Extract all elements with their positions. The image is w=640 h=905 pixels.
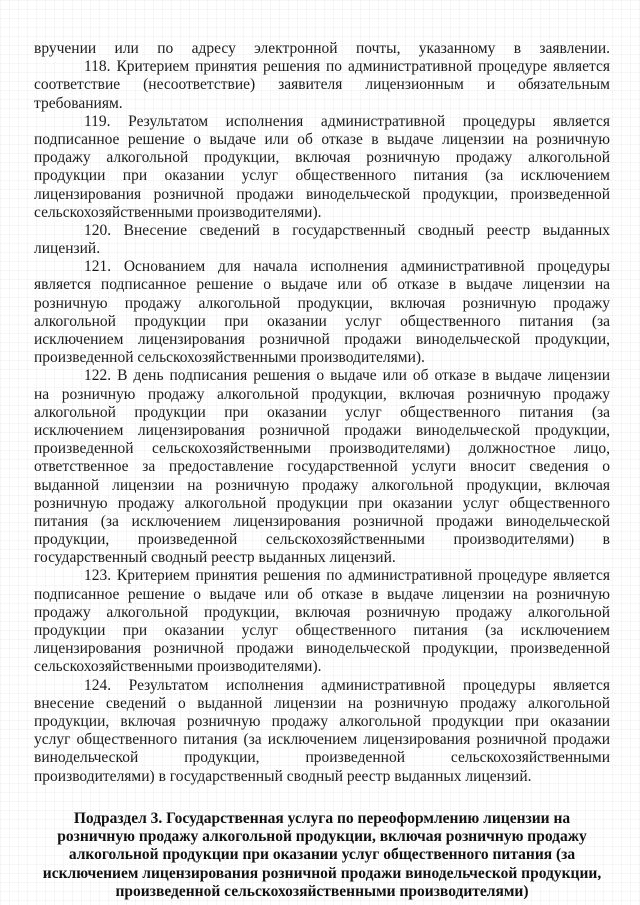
text-line: произведенной сельскохозяйственными производителями) должностное лицо, [34, 440, 610, 458]
heading-line: алкогольной продукции при оказании услуг общественного питания (за [68, 846, 576, 864]
text-line: розничную продажу алкогольной продукции, включая розничную продажу [34, 294, 610, 312]
paragraph-122-line: 122. В день подписания решения о выдаче или об отказе в выдаче лицензии [84, 367, 610, 385]
text-line: сельскохозяйственными производителями). [34, 658, 322, 676]
text-line: государственный сводный реестр выданных лицензий. [34, 549, 396, 567]
subsection-heading [34, 810, 610, 901]
text-line: на розничную продажу алкогольной продукции, включая розничную продажу [34, 385, 610, 403]
paragraph-121-line: 121. Основанием для начала исполнения административной процедуры [84, 258, 610, 276]
text-line: продукции, произведенной сельскохозяйственными производителями) в [34, 531, 610, 549]
text-line: винодельческой продукции, произведенной сельскохозяйственными [34, 749, 610, 767]
text-line: вручении или по адресу электронной почты, указанному в заявлении. [34, 40, 610, 57]
body-text [34, 40, 610, 786]
text-line: произведенной сельскохозяйственными производителями). [34, 349, 425, 367]
text-line: лицензий. [34, 240, 101, 258]
paragraph-124-line: 124. Результатом исполнения административной процедуры является [84, 676, 610, 694]
text-line: продажу алкогольной продукции, включая розничную продажу алкогольной [34, 603, 610, 621]
paragraph-120-line: 120. Внесение сведений в государственный сводный реестр выданных [84, 221, 610, 239]
text-line: исключением лицензирования розничной продажи винодельческой продукции, [34, 331, 610, 348]
text-line: выданной лицензии на розничную продажу алкогольной продукции, включая [34, 476, 610, 494]
text-line: является подписанное решение о выдаче или об отказе в выдаче лицензии на [34, 276, 610, 294]
heading-line: исключением лицензирования розничной продажи винодельческой продукции, [42, 864, 602, 882]
text-line: розничную продажу алкогольной продукции при оказании услуг общественного [34, 494, 610, 512]
paragraph-123-line: 123. Критерием принятия решения по административной процедуре является [84, 567, 610, 585]
heading-line: произведенной сельскохозяйственными производителями) [115, 882, 529, 900]
text-line: сельскохозяйственными производителями). [34, 203, 322, 221]
heading-line: розничную продажу алкогольной продукции, включая розничную продажу [57, 828, 587, 846]
text-line: ответственное за предоставление государственной услуги вносит сведения о [34, 458, 610, 476]
text-line: лицензирования розничной продажи винодельческой продукции, произведенной [34, 185, 610, 203]
text-line: требованиям. [34, 94, 123, 112]
text-line: продукции при оказании услуг общественного питания (за исключением [34, 622, 610, 639]
text-line: питания (за исключением лицензирования розничной продажи винодельческой [34, 512, 610, 530]
text-line: продукции при оказании услуг общественного питания (за исключением [34, 167, 610, 185]
text-line: исключением лицензирования розничной продажи винодельческой продукции, [34, 421, 610, 439]
text-line: услуг общественного питания (за исключением лицензирования розничной продажи [34, 731, 610, 749]
text-line: производителями) в государственный сводный реестр выданных лицензий. [34, 767, 532, 785]
paragraph-119-line: 119. Результатом исполнения административной процедуры является [84, 112, 610, 130]
text-line: продукции, включая розничную продажу алкогольной продукции при оказании [34, 712, 610, 730]
text-line: алкогольной продукции при оказании услуг общественного питания (за [34, 403, 610, 421]
text-line: лицензирования розничной продажи винодельческой продукции, произведенной [34, 640, 610, 658]
text-line: продажу алкогольной продукции, включая розничную продажу алкогольной [34, 149, 610, 167]
heading-line: Подраздел 3. Государственная услуга по переоформлению лицензии на [73, 810, 571, 827]
text-line: соответствие (несоответствие) заявителя лицензионным и обязательным [34, 76, 610, 94]
paragraph-118-line: 118. Критерием принятия решения по административной процедуре является [84, 58, 610, 76]
text-line: внесение сведений о выданной лицензии на розничную продажу алкогольной [34, 694, 610, 712]
text-line: алкогольной продукции при оказании услуг общественного питания (за [34, 312, 610, 330]
text-line: подписанное решение о выдаче или об отказе в выдаче лицензии на розничную [34, 585, 610, 603]
text-line: подписанное решение о выдаче или об отказе в выдаче лицензии на розничную [34, 130, 610, 148]
